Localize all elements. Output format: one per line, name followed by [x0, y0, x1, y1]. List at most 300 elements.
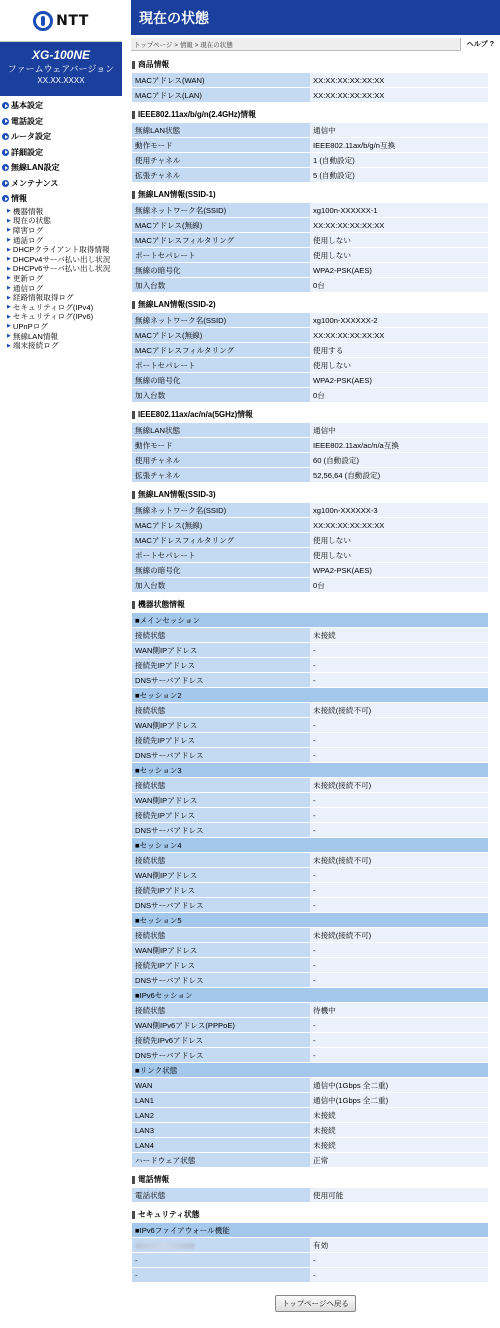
row-value: 通信中(1Gbps 全二重) — [310, 1093, 488, 1107]
table-row — [132, 533, 488, 547]
subsection-header: ■IPv6ファイアウォール機能 — [132, 1223, 488, 1237]
status-table — [132, 72, 488, 103]
table-row — [132, 328, 488, 342]
back-button-area — [131, 1295, 500, 1312]
row-value: 使用しない — [310, 233, 488, 247]
triangle-right-icon: ▶ — [7, 313, 11, 320]
triangle-right-icon: ▶ — [7, 256, 11, 263]
redacted-text — [135, 1243, 195, 1249]
row-label: 接続先IPアドレス — [132, 958, 310, 972]
row-value: XX:XX:XX:XX:XX:XX — [310, 518, 488, 532]
section-title: 無線LAN情報(SSID-3) — [138, 490, 216, 499]
row-label: 接続状態 — [132, 928, 310, 942]
nav-sub-item-label: DHCPv6サーバ払い出し状況 — [12, 264, 111, 274]
row-label: MACアドレス(LAN) — [132, 88, 310, 102]
row-label: 無線の暗号化 — [132, 563, 310, 577]
row-value: WPA2-PSK(AES) — [310, 263, 488, 277]
row-value: 使用する — [310, 343, 488, 357]
row-label: 加入台数 — [132, 578, 310, 592]
firmware-label: ファームウェアバージョン — [7, 64, 115, 74]
section-title: 無線LAN情報(SSID-1) — [138, 190, 216, 199]
table-row — [132, 263, 488, 277]
table-row — [132, 563, 488, 577]
row-value: IEEE802.11ax/ac/n/a互換 — [310, 438, 488, 452]
nav-item[interactable] — [0, 98, 122, 114]
table-row — [132, 868, 488, 882]
table-row — [132, 973, 488, 987]
table-row — [132, 503, 488, 517]
row-label: 接続状態 — [132, 1003, 310, 1017]
row-label: 無線ネットワーク名(SSID) — [132, 503, 310, 517]
nav-item-label: メンテナンス — [11, 178, 59, 188]
table-row — [132, 703, 488, 717]
section-title: 商品情報 — [138, 60, 170, 69]
table-row — [132, 388, 488, 402]
row-label: WAN — [132, 1078, 310, 1092]
nav-sub-item-label: セキュリティログ(IPv4) — [12, 302, 94, 312]
firmware-version: XX.XX.XXXX — [37, 76, 85, 85]
row-value: 未接続 — [310, 1123, 488, 1137]
section-title: IEEE802.11ax/ac/n/a(5GHz)情報 — [138, 410, 253, 419]
row-label: MACアドレス(無線) — [132, 218, 310, 232]
table-row — [132, 793, 488, 807]
row-value: 使用可能 — [310, 1188, 488, 1202]
arrow-circle-icon — [2, 118, 9, 125]
row-label: 接続先IPv6アドレス — [132, 1033, 310, 1047]
section-title: 無線LAN情報(SSID-2) — [138, 300, 216, 309]
row-value: 60 (自動設定) — [310, 453, 488, 467]
status-table — [132, 1222, 488, 1283]
table-row — [132, 778, 488, 792]
table-row — [132, 1153, 488, 1167]
row-label: DNSサーバアドレス — [132, 748, 310, 762]
row-label: WAN側IPアドレス — [132, 868, 310, 882]
row-label: - — [132, 1268, 310, 1282]
arrow-circle-icon — [2, 133, 9, 140]
row-value: xg100n-XXXXXX-2 — [310, 313, 488, 327]
subsection-header: ■リンク状態 — [132, 1063, 488, 1077]
row-label: 接続状態 — [132, 778, 310, 792]
row-label: 無線ネットワーク名(SSID) — [132, 203, 310, 217]
nav-sub-item-label: 通話ログ — [12, 235, 44, 245]
subsection-header: ■セッション4 — [132, 838, 488, 852]
table-row — [132, 1093, 488, 1107]
row-label: 使用チャネル — [132, 453, 310, 467]
row-label: ハードウェア状態 — [132, 1153, 310, 1167]
status-table — [132, 202, 488, 293]
nav-sub-item[interactable] — [7, 341, 122, 351]
row-label: DNSサーバアドレス — [132, 973, 310, 987]
table-row — [132, 1003, 488, 1017]
table-row — [132, 578, 488, 592]
row-label: 接続先IPアドレス — [132, 733, 310, 747]
table-row — [132, 248, 488, 262]
section-heading — [132, 187, 487, 202]
row-value: - — [310, 673, 488, 687]
nav-sub-item-label: セキュリティログ(IPv6) — [12, 312, 94, 322]
arrow-circle-icon — [2, 180, 9, 187]
section-marker-icon — [132, 601, 135, 609]
table-row — [132, 153, 488, 167]
table-row — [132, 138, 488, 152]
row-value: 1 (自動設定) — [310, 153, 488, 167]
row-label: WAN側IPアドレス — [132, 943, 310, 957]
row-value: 使用しない — [310, 358, 488, 372]
row-label: DNSサーバアドレス — [132, 673, 310, 687]
row-label: 無線ネットワーク名(SSID) — [132, 313, 310, 327]
section-marker-icon — [132, 61, 135, 69]
row-value: 待機中 — [310, 1003, 488, 1017]
table-row — [132, 1108, 488, 1122]
row-value: - — [310, 1268, 488, 1282]
row-value: - — [310, 943, 488, 957]
table-row — [132, 548, 488, 562]
section-title: 機器状態情報 — [138, 600, 185, 609]
nav-item[interactable] — [0, 129, 122, 145]
table-row — [132, 718, 488, 732]
table-row — [132, 168, 488, 182]
row-label: ポートセパレート — [132, 248, 310, 262]
table-row — [132, 853, 488, 867]
section-heading — [132, 597, 487, 612]
nav-sub-list — [0, 207, 122, 351]
table-row — [132, 1048, 488, 1062]
row-value: - — [310, 1048, 488, 1062]
ntt-logo[interactable] — [33, 11, 89, 31]
redacted-label — [132, 1238, 310, 1252]
nav-item-label: ルータ設定 — [11, 132, 51, 142]
nav-sub-item-label: 経路情報取得ログ — [12, 293, 74, 303]
nav-item[interactable] — [0, 191, 122, 207]
row-label: MACアドレス(無線) — [132, 518, 310, 532]
subsection-header: ■メインセッション — [132, 613, 488, 627]
table-row — [132, 1268, 488, 1282]
row-label: LAN1 — [132, 1093, 310, 1107]
row-value: XX:XX:XX:XX:XX:XX — [310, 218, 488, 232]
triangle-right-icon: ▶ — [7, 246, 11, 253]
table-row — [132, 373, 488, 387]
row-value: 52,56,64 (自動設定) — [310, 468, 488, 482]
table-row — [132, 643, 488, 657]
triangle-right-icon: ▶ — [7, 333, 11, 340]
row-value: - — [310, 823, 488, 837]
nav-item[interactable] — [0, 114, 122, 130]
main-content — [131, 0, 500, 1312]
status-table — [132, 312, 488, 403]
nav-sub-item-label: UPnPログ — [12, 321, 48, 331]
nav-item[interactable] — [0, 160, 122, 176]
table-row — [132, 613, 488, 627]
row-label: MACアドレスフィルタリング — [132, 233, 310, 247]
table-row — [132, 673, 488, 687]
table-row — [132, 358, 488, 372]
nav-sub-item-label: 端末接続ログ — [12, 341, 59, 351]
row-value: 使用しない — [310, 533, 488, 547]
row-value: - — [310, 973, 488, 987]
table-row — [132, 1223, 488, 1237]
section-heading — [132, 297, 487, 312]
page-title: 現在の状態 — [139, 9, 209, 26]
status-table — [132, 422, 488, 483]
table-row — [132, 218, 488, 232]
row-label: WAN側IPアドレス — [132, 793, 310, 807]
row-value: - — [310, 718, 488, 732]
triangle-right-icon: ▶ — [7, 265, 11, 272]
row-label: LAN4 — [132, 1138, 310, 1152]
row-value: 通信中 — [310, 423, 488, 437]
table-row — [132, 233, 488, 247]
table-row — [132, 313, 488, 327]
breadcrumb-bar — [131, 38, 500, 51]
row-value: - — [310, 658, 488, 672]
table-row — [132, 928, 488, 942]
section-marker-icon — [132, 1176, 135, 1184]
row-value: - — [310, 793, 488, 807]
row-label: WAN側IPアドレス — [132, 643, 310, 657]
row-value: XX:XX:XX:XX:XX:XX — [310, 73, 488, 87]
logo-text: NTT — [56, 12, 89, 29]
section-heading — [132, 1172, 487, 1187]
model-info — [0, 42, 122, 96]
model-name: XG-100NE — [31, 48, 91, 62]
row-value: 未接続 — [310, 628, 488, 642]
section-heading — [132, 487, 487, 502]
row-label: WAN側IPv6アドレス(PPPoE) — [132, 1018, 310, 1032]
row-value: 0台 — [310, 278, 488, 292]
arrow-circle-icon — [2, 164, 9, 171]
triangle-right-icon: ▶ — [7, 227, 11, 234]
table-row — [132, 733, 488, 747]
row-label: LAN2 — [132, 1108, 310, 1122]
row-value: 未接続 — [310, 1108, 488, 1122]
row-label: 無線の暗号化 — [132, 373, 310, 387]
status-content — [131, 51, 487, 1283]
table-row — [132, 1063, 488, 1077]
table-row — [132, 988, 488, 1002]
row-label: 無線LAN状態 — [132, 423, 310, 437]
row-value: IEEE802.11ax/b/g/n互換 — [310, 138, 488, 152]
triangle-right-icon: ▶ — [7, 294, 11, 301]
table-row — [132, 943, 488, 957]
section-marker-icon — [132, 491, 135, 499]
ntt-logo-icon — [33, 11, 53, 31]
nav-sub-item-label: 無線LAN情報 — [12, 331, 59, 341]
row-value: 未接続 — [310, 1138, 488, 1152]
row-label: 電話状態 — [132, 1188, 310, 1202]
table-row — [132, 1078, 488, 1092]
row-label: 接続状態 — [132, 628, 310, 642]
table-row — [132, 73, 488, 87]
table-row — [132, 1253, 488, 1267]
nav-item-label: 情報 — [11, 194, 27, 204]
nav-sub-item-label: 機器情報 — [12, 206, 44, 216]
row-value: - — [310, 958, 488, 972]
row-value: WPA2-PSK(AES) — [310, 373, 488, 387]
table-row — [132, 1138, 488, 1152]
row-value: - — [310, 898, 488, 912]
row-label: MACアドレスフィルタリング — [132, 343, 310, 357]
row-value: 有効 — [310, 1238, 488, 1252]
table-row — [132, 1018, 488, 1032]
table-row — [132, 898, 488, 912]
table-row — [132, 1123, 488, 1137]
table-row — [132, 203, 488, 217]
triangle-right-icon: ▶ — [7, 342, 11, 349]
help-button[interactable]: ヘルプ ? — [460, 38, 500, 51]
table-row — [132, 658, 488, 672]
row-label: ポートセパレート — [132, 358, 310, 372]
triangle-right-icon: ▶ — [7, 208, 11, 215]
back-to-top-button[interactable]: トップページへ戻る — [275, 1295, 356, 1312]
triangle-right-icon: ▶ — [7, 304, 11, 311]
row-label: 動作モード — [132, 438, 310, 452]
row-value: 未接続(接続不可) — [310, 703, 488, 717]
arrow-circle-icon — [2, 195, 9, 202]
row-value: XX:XX:XX:XX:XX:XX — [310, 328, 488, 342]
table-row — [132, 278, 488, 292]
table-row — [132, 518, 488, 532]
row-label: 加入台数 — [132, 278, 310, 292]
section-title: セキュリティ状態 — [138, 1210, 200, 1219]
logo-area — [0, 0, 122, 42]
row-value: - — [310, 1253, 488, 1267]
section-heading — [132, 1207, 487, 1222]
row-value: 未接続(接続不可) — [310, 928, 488, 942]
row-label: DNSサーバアドレス — [132, 823, 310, 837]
section-title: IEEE802.11ax/b/g/n(2.4GHz)情報 — [138, 110, 256, 119]
page-title-bar — [131, 0, 500, 35]
section-heading — [132, 107, 487, 122]
subsection-header: ■IPv6セッション — [132, 988, 488, 1002]
row-label: 拡張チャネル — [132, 468, 310, 482]
table-row — [132, 688, 488, 702]
row-value: 0台 — [310, 388, 488, 402]
row-label: 接続先IPアドレス — [132, 808, 310, 822]
table-row — [132, 88, 488, 102]
status-table — [132, 122, 488, 183]
table-row — [132, 453, 488, 467]
table-row — [132, 1033, 488, 1047]
row-value: - — [310, 808, 488, 822]
row-value: - — [310, 883, 488, 897]
subsection-header: ■セッション2 — [132, 688, 488, 702]
section-marker-icon — [132, 411, 135, 419]
row-label: 無線LAN状態 — [132, 123, 310, 137]
row-value: - — [310, 868, 488, 882]
row-value: xg100n-XXXXXX-3 — [310, 503, 488, 517]
row-label: ポートセパレート — [132, 548, 310, 562]
row-label: 接続状態 — [132, 853, 310, 867]
row-value: 使用しない — [310, 548, 488, 562]
row-value: - — [310, 643, 488, 657]
nav-sub-item-label: DHCPクライアント取得情報 — [12, 245, 110, 255]
nav-menu — [0, 96, 122, 350]
row-label: 加入台数 — [132, 388, 310, 402]
row-label: 動作モード — [132, 138, 310, 152]
row-value: 通信中 — [310, 123, 488, 137]
section-heading — [132, 57, 487, 72]
row-value: - — [310, 1033, 488, 1047]
row-value: 正常 — [310, 1153, 488, 1167]
row-label: 使用チャネル — [132, 153, 310, 167]
table-row — [132, 913, 488, 927]
table-row — [132, 748, 488, 762]
table-row — [132, 958, 488, 972]
nav-sub-item-label: DHCPv4サーバ払い出し状況 — [12, 254, 111, 264]
nav-sub-item-label: 更新ログ — [12, 273, 44, 283]
nav-item[interactable] — [0, 176, 122, 192]
section-heading — [132, 407, 487, 422]
table-row — [132, 343, 488, 357]
table-row — [132, 438, 488, 452]
table-row — [132, 123, 488, 137]
row-label: WAN側IPアドレス — [132, 718, 310, 732]
row-label: 接続先IPアドレス — [132, 658, 310, 672]
table-row — [132, 838, 488, 852]
row-label: 接続状態 — [132, 703, 310, 717]
nav-item-label: 電話設定 — [11, 116, 43, 126]
table-row — [132, 823, 488, 837]
row-value: WPA2-PSK(AES) — [310, 563, 488, 577]
row-label: DNSサーバアドレス — [132, 898, 310, 912]
row-value: 5 (自動設定) — [310, 168, 488, 182]
row-value: 使用しない — [310, 248, 488, 262]
row-value: 通信中(1Gbps 全二重) — [310, 1078, 488, 1092]
sidebar — [0, 0, 122, 1328]
table-row — [132, 883, 488, 897]
breadcrumb[interactable]: トップページ > 情報 > 現在の状態 — [134, 41, 233, 49]
row-label: 拡張チャネル — [132, 168, 310, 182]
section-marker-icon — [132, 301, 135, 309]
status-table — [132, 502, 488, 593]
subsection-header: ■セッション5 — [132, 913, 488, 927]
arrow-circle-icon — [2, 102, 9, 109]
section-marker-icon — [132, 191, 135, 199]
table-row — [132, 468, 488, 482]
row-value: - — [310, 733, 488, 747]
nav-sub-item-label: 通信ログ — [12, 283, 44, 293]
section-marker-icon — [132, 1211, 135, 1219]
row-value: xg100n-XXXXXX-1 — [310, 203, 488, 217]
row-label: - — [132, 1253, 310, 1267]
table-row — [132, 1238, 488, 1252]
table-row — [132, 1188, 488, 1202]
nav-item-label: 無線LAN設定 — [11, 163, 60, 173]
row-value: 未接続(接続不可) — [310, 853, 488, 867]
arrow-circle-icon — [2, 149, 9, 156]
section-title: 電話情報 — [138, 1175, 170, 1184]
nav-item[interactable] — [0, 145, 122, 161]
table-row — [132, 808, 488, 822]
nav-sub-item-label: 現在の状態 — [12, 216, 51, 226]
table-row — [132, 423, 488, 437]
triangle-right-icon: ▶ — [7, 217, 11, 224]
row-label: MACアドレス(無線) — [132, 328, 310, 342]
table-row — [132, 763, 488, 777]
subsection-header: ■セッション3 — [132, 763, 488, 777]
nav-item-label: 基本設定 — [11, 101, 43, 111]
row-value: 0台 — [310, 578, 488, 592]
row-value: - — [310, 748, 488, 762]
row-value: - — [310, 1018, 488, 1032]
row-value: 未接続(接続不可) — [310, 778, 488, 792]
nav-item-label: 詳細設定 — [11, 147, 43, 157]
status-table — [132, 1187, 488, 1203]
row-value: XX:XX:XX:XX:XX:XX — [310, 88, 488, 102]
row-label: 無線の暗号化 — [132, 263, 310, 277]
nav-sub-item-label: 障害ログ — [12, 225, 44, 235]
row-label: DNSサーバアドレス — [132, 1048, 310, 1062]
